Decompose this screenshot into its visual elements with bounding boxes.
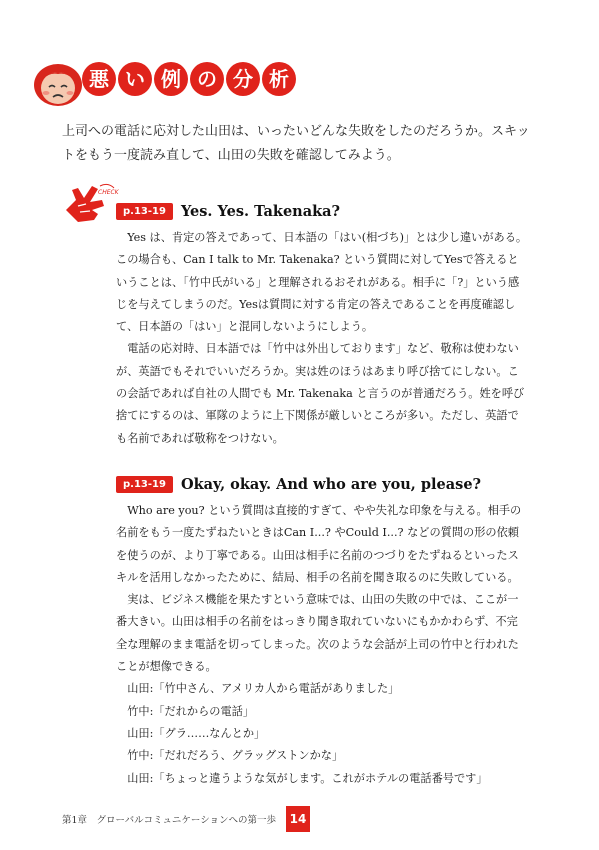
section-title: Okay, okay. And who are you, please?: [180, 476, 482, 493]
title-char: の: [190, 62, 224, 96]
dialogue: [116, 678, 528, 789]
paragraph: Who are you? という質問は直接的すぎて、やや失礼な印象を与える。相手の名前をもう一度たずねたいときはCan I...? やCould I...? などの質問の形の依頼を使うのが、より丁寧である。山田は相手に名前のつづりをたずねるといったスキルを活用しなかったために、結局、相手の名前を聞き取るのに失敗している。: [116, 504, 522, 584]
section-header: [116, 476, 481, 493]
dialogue-line: 山田:「グラ……なんとか」: [127, 726, 266, 740]
paragraph: Yes は、肯定の答えであって、日本語の「はい(相づち)」とは少し違いがある。この場合も、Can I talk to Mr. Takenaka? という質問に対してYesで答えるということは、「竹中氏がいる」と理解されるおそれがある。相手に「?」という感じを与えてしまうのだ。Yesは質問に対する肯定の答えであることを再度確認して、日本語の「はい」と混同しないようにしよう。: [116, 231, 528, 334]
section-title: Yes. Yes. Takenaka?: [180, 203, 341, 220]
title-char: い: [118, 62, 152, 96]
section-header: [116, 203, 340, 220]
dialogue-line: 山田:「ちょっと違うような気がします。これがホテルの電話番号です」: [127, 771, 488, 785]
page-footer: [62, 806, 310, 832]
title-char: 分: [226, 62, 260, 96]
sad-face-icon: [30, 58, 86, 108]
page-title: [82, 62, 296, 96]
section-body: [116, 500, 528, 790]
paragraph: 実は、ビジネス機能を果たすという意味では、山田の失敗の中では、ここが一番大きい。山田は相手の名前をはっきり聞き取れていないにもかかわらず、不完全な理解のまま電話を切ってしまった。次のような会話が上司の竹中と行われたことが想像できる。: [116, 593, 519, 674]
page-ref-badge: p.13-19: [116, 476, 173, 493]
intro-text: 上司への電話に応対した山田は、いったいどんな失敗をしたのだろうか。スキットをもう一度読み直して、山田の失敗を確認してみよう。: [62, 124, 530, 163]
title-char: 例: [154, 62, 188, 96]
section-body: [116, 227, 528, 450]
chapter-text: 第1章 グローバルコミュニケーションへの第一歩: [62, 815, 276, 826]
page-number: 14: [286, 806, 310, 832]
dialogue-line: 山田:「竹中さん、アメリカ人から電話がありました」: [127, 682, 400, 696]
title-char: 悪: [82, 62, 116, 96]
dialogue-line: 竹中:「だれだろう、グラッグストンかな」: [127, 749, 344, 763]
check-hand-icon: [62, 180, 120, 228]
paragraph: 電話の応対時、日本語では「竹中は外出しております」など、敬称は使わないが、英語でもそれでいいだろうか。実は姓のほうはあまり呼び捨てにしない。この会話であれば自社の人間でも Mr. Takenaka と言うのが普通だろう。姓を呼び捨てにするのは、軍隊のように上下関係が厳しいところが多い。ただし、英語でも名前であれば敬称をつけない。: [116, 342, 525, 445]
title-char: 析: [262, 62, 296, 96]
check-label: CHECK: [98, 189, 119, 196]
dialogue-line: 竹中:「だれからの電話」: [127, 704, 255, 718]
page-ref-badge: p.13-19: [116, 203, 173, 220]
